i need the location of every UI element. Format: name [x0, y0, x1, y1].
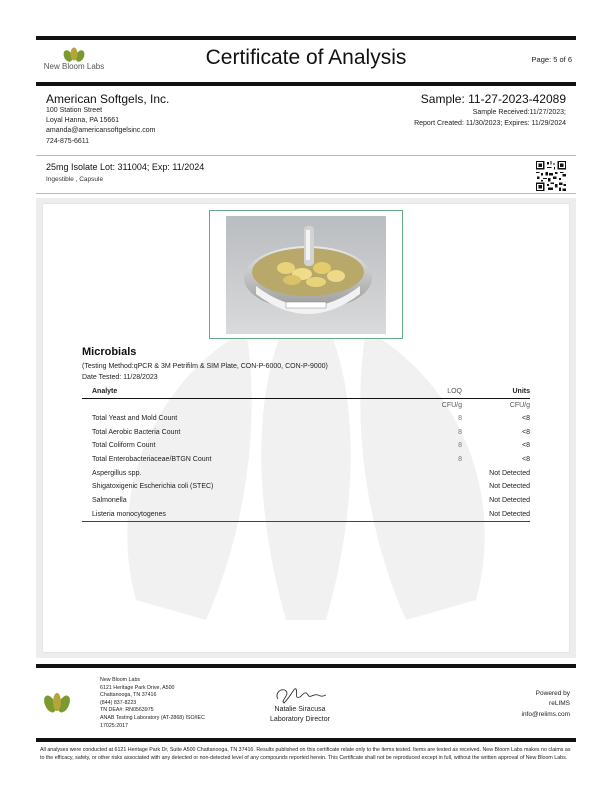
result-cell: Not Detected [462, 508, 530, 522]
report-dates: Report Created: 11/30/2023; Expires: 11/29/2024 [414, 120, 566, 127]
analyte-cell: Shigatoxigenic Escherichia coli (STEC) [92, 483, 214, 491]
result-cell: <8 [522, 428, 530, 436]
sample-id: Sample: 11-27-2023-42089 [420, 92, 566, 106]
date-tested: Date Tested: 11/28/2023 [82, 374, 158, 381]
analyte-cell: Total Yeast and Mold Count [92, 415, 178, 423]
product-type: Ingestible , Capsule [46, 176, 104, 183]
page-number: Page: 5 of 6 [531, 55, 572, 64]
table-row [82, 494, 530, 508]
divider [36, 193, 576, 194]
client-address-1: 100 Station Street [46, 107, 103, 114]
signer-title: Laboratory Director [270, 716, 330, 723]
table-row [82, 466, 530, 480]
footer-top-rule [36, 664, 576, 668]
loq-cell: 8 [458, 456, 462, 464]
lab-info-line: 17025:2017 [100, 722, 128, 729]
powered-by-email: info@relims.com [521, 711, 570, 718]
client-phone: 724-875-6611 [46, 138, 90, 145]
lab-info-line: New Bloom Labs [100, 677, 141, 683]
lab-info-line: 6121 Heritage Park Drive, A500 [100, 684, 175, 691]
result-cell: <8 [522, 415, 530, 423]
loq-cell [272, 508, 462, 522]
loq-cell [272, 480, 462, 494]
new-bloom-labs-logo-icon [38, 46, 110, 76]
analyte-cell: Total Aerobic Bacteria Count [92, 428, 181, 436]
result-cell: <8 [522, 456, 530, 464]
loq-cell: 8 [458, 428, 462, 436]
column-header-loq: LOQ [272, 387, 462, 398]
analyte-cell: Aspergillus spp. [92, 469, 142, 477]
header-bottom-rule [36, 82, 576, 86]
new-bloom-labs-footer-logo-icon [40, 692, 74, 716]
section-title-microbials: Microbials [82, 346, 137, 358]
result-cell: Not Detected [489, 469, 530, 477]
analyte-cell: Total Enterobacteriaceae/BTGN Count [92, 456, 212, 464]
client-address-2: Loyal Hanna, PA 15661 [46, 117, 120, 124]
column-header-analyte: Analyte [82, 387, 272, 398]
loq-cell [272, 466, 462, 480]
unit-row-blank [82, 398, 272, 412]
lab-info-line: Chattanooga, TN 37416 [100, 692, 157, 699]
loq-unit: CFU/g [441, 401, 462, 409]
powered-by-label: Powered by [535, 690, 570, 697]
result-cell: Not Detected [489, 497, 530, 505]
testing-method: (Testing Method:qPCR & 3M Petrifilm & SIM Plate, CON-P-6000, CON-P-9000) [82, 363, 328, 370]
analyte-cell: Salmonella [92, 497, 127, 505]
analyte-cell: Listeria monocytogenes [82, 508, 272, 522]
microbials-results-table [82, 387, 530, 522]
table-row [82, 439, 530, 453]
loq-cell: 8 [458, 415, 462, 423]
signer-name: Natalie Siracusa [274, 706, 326, 713]
lab-info-line: (844) 837-8223 [100, 699, 137, 706]
signature-icon [270, 683, 330, 705]
result-unit: CFU/g [509, 401, 530, 409]
qr-code-icon [536, 161, 566, 191]
table-row [82, 453, 530, 467]
footer-bottom-rule [36, 738, 576, 742]
analyte-cell: Total Coliform Count [92, 442, 156, 450]
table-row [82, 412, 530, 426]
result-cell: <8 [522, 442, 530, 450]
table-row [82, 425, 530, 439]
client-email: amanda@americansoftgelsinc.com [46, 127, 156, 134]
lab-info-line: ANAB Testing Laboratory (AT-2868) ISO/IEC [100, 715, 205, 721]
client-name: American Softgels, Inc. [46, 92, 170, 106]
loq-cell [272, 494, 462, 508]
table-header-row [82, 387, 530, 398]
divider [36, 155, 576, 156]
lab-logo-text: New Bloom Labs [43, 62, 105, 71]
loq-cell: 8 [458, 442, 462, 450]
lab-info-line: TN DEA#: RN0563975 [100, 707, 154, 714]
sample-photo-capsules [226, 216, 386, 334]
column-header-units: Units [462, 387, 530, 398]
document-title: Certificate of Analysis [205, 46, 407, 69]
powered-by-name: reLIMS [549, 700, 570, 707]
sample-received: Sample Received:11/27/2023; [472, 109, 566, 116]
unit-row [82, 398, 530, 412]
disclaimer-text: All analyses were conducted at 6121 Heritage Park Dr, Suite A500 Chattanooga, TN 37416. Results published on this certificate relate only to the items tested. Items are tested as received. New Bloom Labs makes no claims as to the efficacy, safety, or other risks associated with any detected or non-detected level of any compounds reported herein. This Certificate shall not be reproduced except in full, without the written approval of New Bloom Labs. [40, 747, 571, 762]
result-cell: Not Detected [489, 483, 530, 491]
product-name: 25mg Isolate Lot: 311004; Exp: 11/2024 [46, 162, 205, 172]
table-row [82, 480, 530, 494]
table-row [82, 508, 530, 522]
header-top-rule [36, 36, 576, 40]
